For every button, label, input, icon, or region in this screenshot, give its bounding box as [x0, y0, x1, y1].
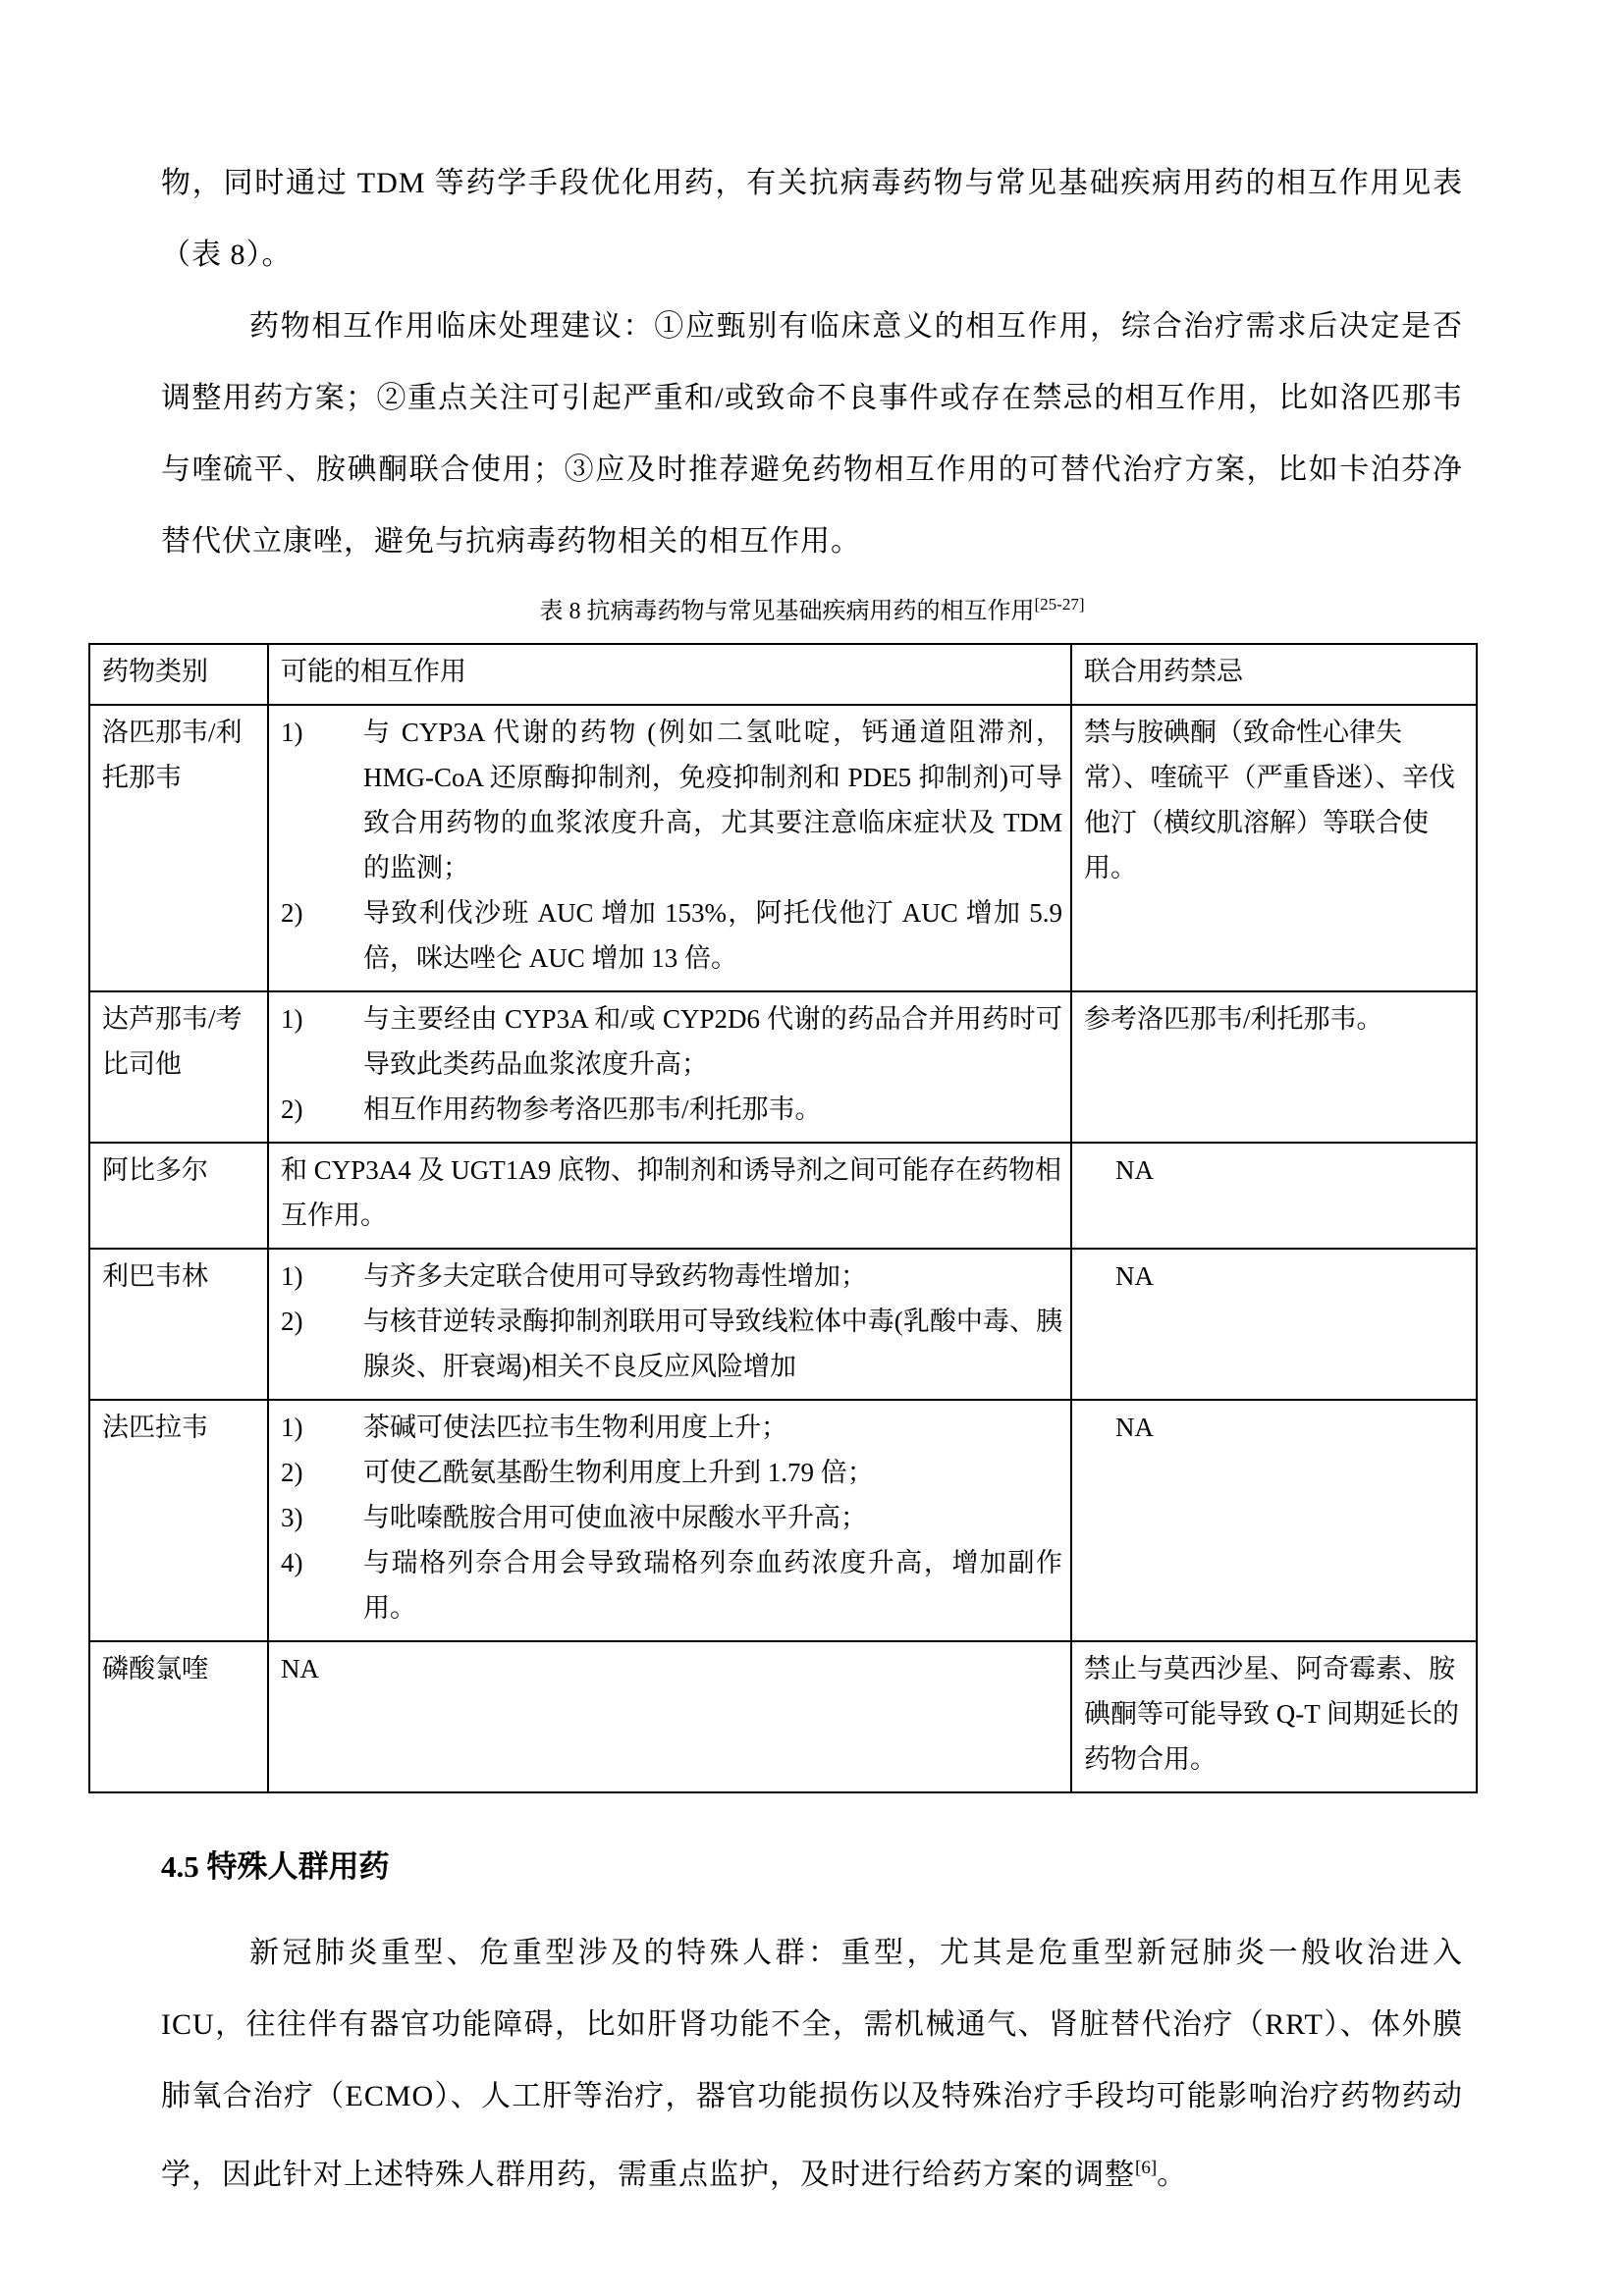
interaction-item-text: 与主要经由 CYP3A 和/或 CYP2D6 代谢的药品合并用药时可导致此类药品血浆浓度升高； [363, 1004, 1062, 1079]
interaction-item [281, 996, 1062, 1087]
possible-interactions-cell [268, 1641, 1071, 1792]
contraindication-cell: 参考洛匹那韦/利托那韦。 [1071, 991, 1477, 1143]
interaction-item-number: 2) [281, 1307, 303, 1336]
interaction-item-text: 与核苷逆转录酶抑制剂联用可导致线粒体中毒(乳酸中毒、胰腺炎、肝衰竭)相关不良反应风险增加 [363, 1307, 1062, 1381]
interaction-item-number: 4) [281, 1548, 303, 1577]
header-contraindications: 联合用药禁忌 [1071, 644, 1477, 705]
interaction-item-number: 1) [281, 1413, 303, 1442]
interaction-item: 和 CYP3A4 及 UGT1A9 底物、抑制剂和诱导剂之间可能存在药物相互作用。 [281, 1155, 1062, 1230]
contraindication-cell: 禁与胺碘酮（致命性心律失常）、喹硫平（严重昏迷）、辛伐他汀（横纹肌溶解）等联合使用。 [1071, 705, 1477, 991]
interaction-item-text: 与吡嗪酰胺合用可使血液中尿酸水平升高； [363, 1503, 867, 1532]
interaction-item [281, 1450, 1062, 1495]
table-caption [0, 585, 1624, 631]
interaction-item-text: 茶碱可使法匹拉韦生物利用度上升； [363, 1413, 787, 1442]
possible-interactions-cell [268, 1249, 1071, 1400]
table-row [89, 1641, 1477, 1792]
table-row [89, 1249, 1477, 1400]
header-drug-category: 药物类别 [89, 644, 268, 705]
drug-category-cell: 磷酸氯喹 [89, 1641, 268, 1792]
table-row [89, 1400, 1477, 1641]
interaction-item-text: 相互作用药物参考洛匹那韦/利托那韦。 [363, 1095, 822, 1124]
sentence-end: 。 [1157, 2159, 1188, 2191]
table-row [89, 705, 1477, 991]
interaction-item-text: 与齐多夫定联合使用可导致药物毒性增加； [363, 1261, 867, 1291]
paragraph-special-populations [161, 1917, 1463, 2211]
interaction-item-number: 3) [281, 1503, 303, 1532]
contraindication-cell: NA [1071, 1400, 1477, 1641]
interaction-item-number: 1) [281, 1004, 303, 1034]
interaction-table-body [89, 705, 1477, 1792]
drug-category-cell: 阿比多尔 [89, 1143, 268, 1249]
contraindication-cell: NA [1071, 1143, 1477, 1249]
interaction-item-number: 2) [281, 1458, 303, 1487]
interaction-item [281, 1405, 1062, 1450]
header-possible-interactions: 可能的相互作用 [268, 644, 1071, 705]
interaction-item-number: 2) [281, 1095, 303, 1124]
interaction-item-number: 1) [281, 1261, 303, 1291]
interaction-item: NA [281, 1654, 319, 1683]
interaction-item [281, 890, 1062, 981]
interaction-item-text: 与 CYP3A 代谢的药物 (例如二氢吡啶，钙通道阻滞剂，HMG-CoA 还原酶抑制剂，免疫抑制剂和 PDE5 抑制剂)可导致合用药物的血浆浓度升高，尤其要注意临床症状及 TDM 的监测； [363, 718, 1062, 882]
possible-interactions-cell [268, 1400, 1071, 1641]
interaction-item [281, 1495, 1062, 1540]
drug-interaction-table [88, 643, 1478, 1793]
paragraph-interaction-advice: 药物相互作用临床处理建议：①应甄别有临床意义的相互作用，综合治疗需求后决定是否调整用药方案；②重点关注可引起严重和/或致命不良事件或存在禁忌的相互作用，比如洛匹那韦与喹硫平、胺碘酮联合使用；③应及时推荐避免药物相互作用的可替代治疗方案，比如卡泊芬净替代伏立康唑，避免与抗病毒药物相关的相互作用。 [161, 310, 1463, 558]
table-row [89, 991, 1477, 1143]
drug-category-cell: 达芦那韦/考比司他 [89, 991, 268, 1143]
interaction-item [281, 1254, 1062, 1299]
drug-category-cell: 利巴韦林 [89, 1249, 268, 1400]
possible-interactions-cell [268, 1143, 1071, 1249]
drug-category-cell: 洛匹那韦/利托那韦 [89, 705, 268, 991]
interaction-item [281, 1299, 1062, 1389]
special-populations-text: 新冠肺炎重型、危重型涉及的特殊人群：重型，尤其是危重型新冠肺炎一般收治进入 ICU，往往伴有器官功能障碍，比如肝肾功能不全，需机械通气、肾脏替代治疗（RRT）、体外膜肺氧合治疗（ECMO）、人工肝等治疗，器官功能损伤以及特殊治疗手段均可能影响治疗药物药动学，因此针对上述特殊人群用药，需重点监护，及时进行给药方案的调整 [161, 1937, 1463, 2191]
interaction-item [281, 1087, 1062, 1132]
table-caption-reference: [25-27] [1034, 595, 1085, 614]
table-caption-text: 表 8 抗病毒药物与常见基础疾病用药的相互作用 [539, 599, 1035, 624]
interaction-item-text: 导致利伐沙班 AUC 增加 153%，阿托伐他汀 AUC 增加 5.9 倍，咪达唑仑 AUC 增加 13 倍。 [363, 898, 1062, 973]
contraindication-cell: NA [1071, 1249, 1477, 1400]
table-row [89, 1143, 1477, 1249]
interaction-item [281, 710, 1062, 890]
possible-interactions-cell [268, 705, 1071, 991]
interaction-item [281, 1540, 1062, 1630]
interaction-item-number: 1) [281, 718, 303, 747]
interaction-item-text: 可使乙酰氨基酚生物利用度上升到 1.79 倍； [363, 1458, 874, 1487]
table-header-row [89, 644, 1477, 705]
paragraph-tdm-continuation: 物，同时通过 TDM 等药学手段优化用药，有关抗病毒药物与常见基础疾病用药的相互作用见表（表 8）。 [161, 167, 1463, 271]
reference-6: [6] [1135, 2158, 1158, 2178]
section-heading-special-populations: 4.5 特殊人群用药 [161, 1849, 390, 1884]
drug-category-cell: 法匹拉韦 [89, 1400, 268, 1641]
possible-interactions-cell [268, 991, 1071, 1143]
contraindication-cell: 禁止与莫西沙星、阿奇霉素、胺碘酮等可能导致 Q-T 间期延长的药物合用。 [1071, 1641, 1477, 1792]
interaction-item-number: 2) [281, 898, 303, 928]
interaction-item-text: 与瑞格列奈合用会导致瑞格列奈血药浓度升高，增加副作用。 [363, 1548, 1062, 1623]
